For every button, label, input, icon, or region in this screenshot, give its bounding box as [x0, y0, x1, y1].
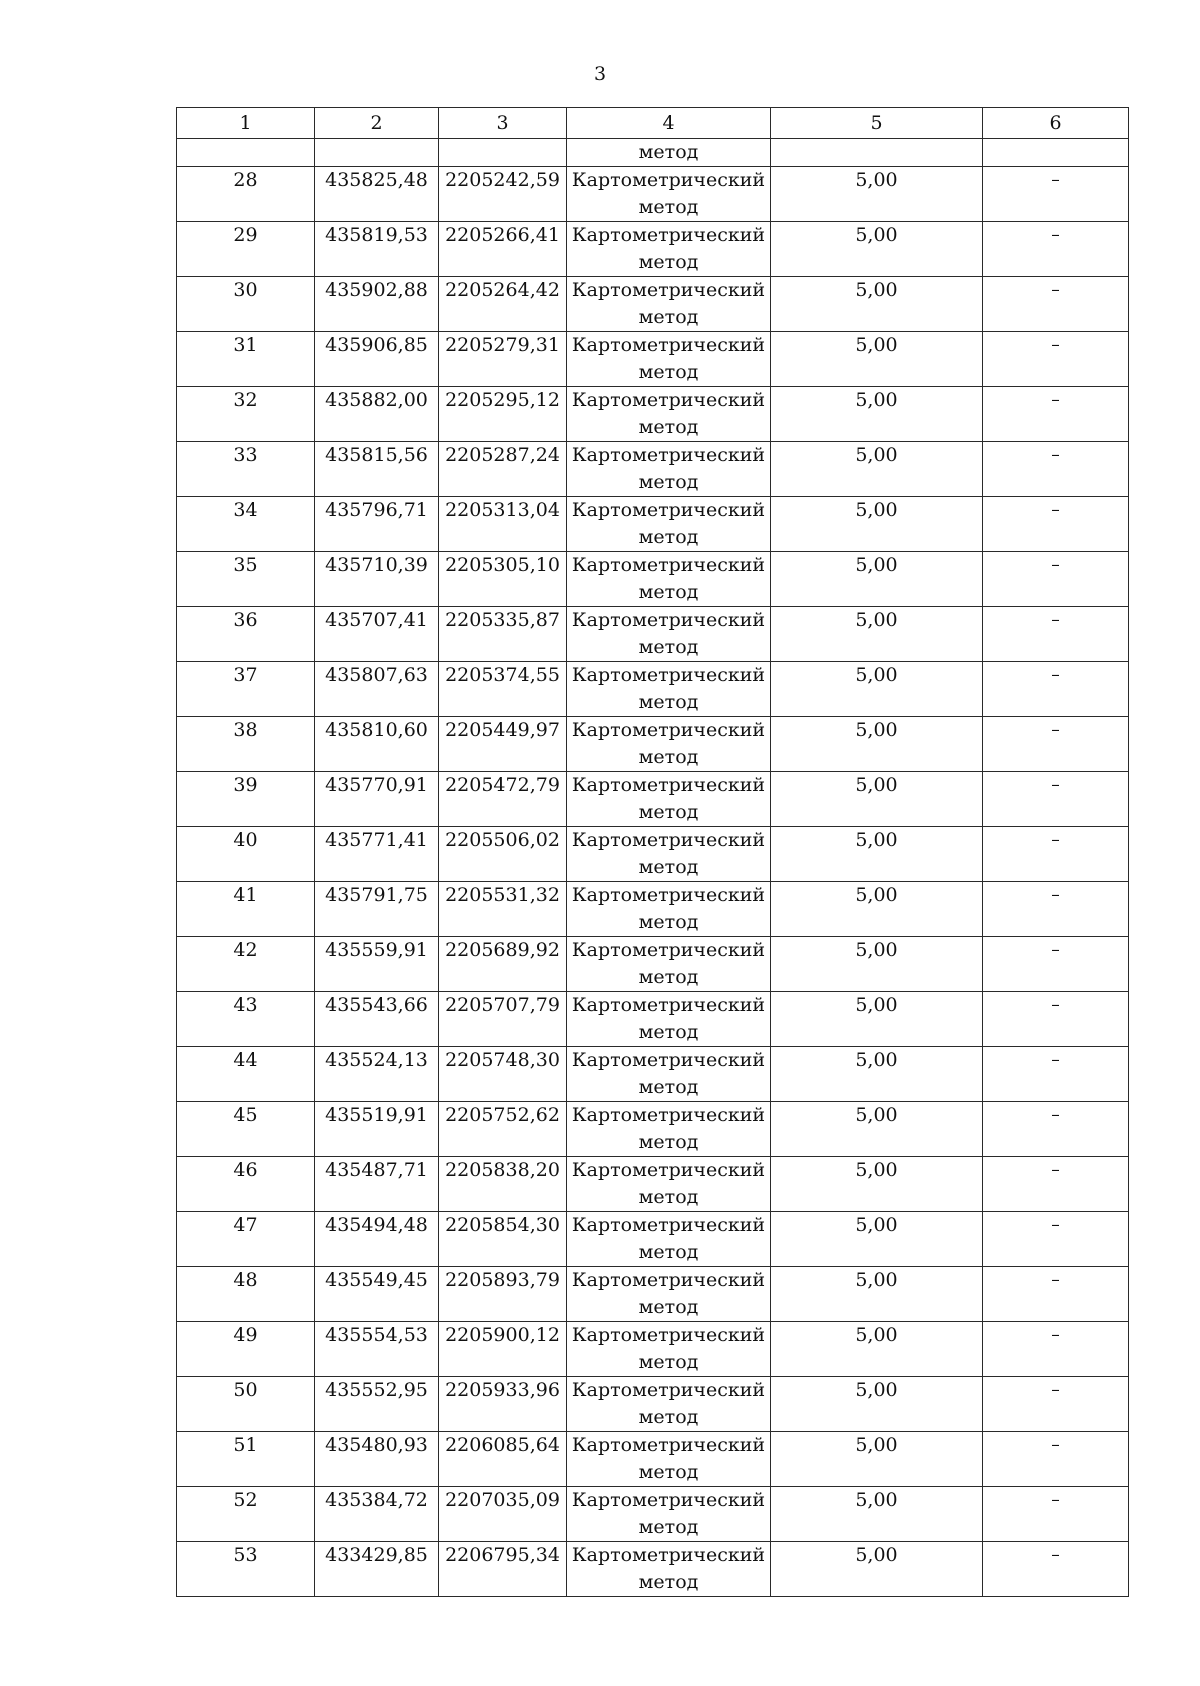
- method-cell: [567, 1377, 771, 1432]
- y-coordinate-cell: 2205933,96: [439, 1377, 567, 1432]
- method-line-2: метод: [638, 581, 699, 603]
- y-coordinate-cell: 2205707,79: [439, 992, 567, 1047]
- accuracy-cell: 5,00: [771, 717, 983, 772]
- method-line-2: метод: [638, 1516, 699, 1538]
- point-number-cell: 31: [177, 332, 315, 387]
- x-coordinate-cell: 435494,48: [315, 1212, 439, 1267]
- x-coordinate-cell: 435549,45: [315, 1267, 439, 1322]
- table-row: [177, 387, 1129, 442]
- table-row: [177, 552, 1129, 607]
- point-number-cell: 30: [177, 277, 315, 332]
- method-line-1: Картометрический: [571, 554, 766, 576]
- y-coordinate-cell: 2205266,41: [439, 222, 567, 277]
- method-line-2: метод: [638, 1351, 699, 1373]
- method-line-2: метод: [638, 471, 699, 493]
- table-row: [177, 222, 1129, 277]
- accuracy-cell: 5,00: [771, 442, 983, 497]
- x-coordinate-cell: 435543,66: [315, 992, 439, 1047]
- y-coordinate-cell: 2205531,32: [439, 882, 567, 937]
- method-line-2: метод: [638, 1076, 699, 1098]
- method-line-2: метод: [638, 801, 699, 823]
- note-cell: –: [983, 772, 1129, 827]
- method-line-1: Картометрический: [571, 279, 766, 301]
- method-line-2: метод: [638, 1571, 699, 1593]
- method-cell: [567, 1487, 771, 1542]
- point-number-cell: 42: [177, 937, 315, 992]
- header-col-1: 1: [177, 108, 315, 139]
- table-row: [177, 1542, 1129, 1597]
- method-line-1: Картометрический: [571, 719, 766, 741]
- note-cell: –: [983, 1542, 1129, 1597]
- method-line-1: Картометрический: [571, 939, 766, 961]
- table-row: [177, 332, 1129, 387]
- method-cell: [567, 497, 771, 552]
- note-cell: –: [983, 1432, 1129, 1487]
- table-row: [177, 442, 1129, 497]
- y-coordinate-cell: 2205838,20: [439, 1157, 567, 1212]
- note-cell: –: [983, 662, 1129, 717]
- x-coordinate-cell: 435707,41: [315, 607, 439, 662]
- note-cell: –: [983, 1102, 1129, 1157]
- y-coordinate-cell: 2206795,34: [439, 1542, 567, 1597]
- y-coordinate-cell: 2205313,04: [439, 497, 567, 552]
- method-line-2: метод: [638, 1296, 699, 1318]
- method-line-2: метод: [638, 416, 699, 438]
- point-number-cell: 46: [177, 1157, 315, 1212]
- x-coordinate-cell: 435552,95: [315, 1377, 439, 1432]
- method-cell: [567, 1102, 771, 1157]
- method-line-2: метод: [638, 1406, 699, 1428]
- x-coordinate-cell: 435819,53: [315, 222, 439, 277]
- y-coordinate-cell: 2206085,64: [439, 1432, 567, 1487]
- method-line-1: Картометрический: [571, 499, 766, 521]
- note-cell: –: [983, 1157, 1129, 1212]
- point-number-cell: 39: [177, 772, 315, 827]
- table-row: [177, 497, 1129, 552]
- method-line-2: метод: [638, 746, 699, 768]
- point-number-cell: 37: [177, 662, 315, 717]
- table-row: [177, 167, 1129, 222]
- point-number-cell: 50: [177, 1377, 315, 1432]
- accuracy-cell: 5,00: [771, 497, 983, 552]
- table-row: [177, 1377, 1129, 1432]
- method-cell: [567, 1267, 771, 1322]
- method-cell: [567, 222, 771, 277]
- method-line-2: метод: [638, 1461, 699, 1483]
- point-number-cell: 48: [177, 1267, 315, 1322]
- y-coordinate-cell: 2205335,87: [439, 607, 567, 662]
- accuracy-cell: 5,00: [771, 1267, 983, 1322]
- x-coordinate-cell: 435559,91: [315, 937, 439, 992]
- y-coordinate-cell: 2205752,62: [439, 1102, 567, 1157]
- note-cell: –: [983, 937, 1129, 992]
- method-cell: [567, 1322, 771, 1377]
- x-coordinate-cell: 435815,56: [315, 442, 439, 497]
- method-line-1: Картометрический: [571, 1379, 766, 1401]
- accuracy-cell: 5,00: [771, 827, 983, 882]
- method-line-1: Картометрический: [571, 1324, 766, 1346]
- point-number-cell: 28: [177, 167, 315, 222]
- point-number-cell: 44: [177, 1047, 315, 1102]
- table-row: [177, 1212, 1129, 1267]
- header-col-4: 4: [567, 108, 771, 139]
- method-line-2: метод: [638, 966, 699, 988]
- method-cell: [567, 937, 771, 992]
- method-line-2: метод: [638, 691, 699, 713]
- method-cell: [567, 1157, 771, 1212]
- x-coordinate-cell: 435902,88: [315, 277, 439, 332]
- x-coordinate-cell: 435796,71: [315, 497, 439, 552]
- point-number-cell: 36: [177, 607, 315, 662]
- x-coordinate-cell: 435480,93: [315, 1432, 439, 1487]
- note-cell: –: [983, 167, 1129, 222]
- method-line-1: Картометрический: [571, 1104, 766, 1126]
- point-number-cell: 33: [177, 442, 315, 497]
- table-row: [177, 1432, 1129, 1487]
- x-coordinate-cell: 435882,00: [315, 387, 439, 442]
- note-cell: –: [983, 992, 1129, 1047]
- y-coordinate-cell: 2205295,12: [439, 387, 567, 442]
- method-line-2: метод: [638, 196, 699, 218]
- x-coordinate-cell: 435906,85: [315, 332, 439, 387]
- x-coordinate-cell: 435710,39: [315, 552, 439, 607]
- table-row: [177, 717, 1129, 772]
- method-line-1: Картометрический: [571, 1544, 766, 1566]
- table-row: [177, 607, 1129, 662]
- accuracy-cell: 5,00: [771, 772, 983, 827]
- x-coordinate-cell: 435807,63: [315, 662, 439, 717]
- method-line-1: Картометрический: [571, 224, 766, 246]
- point-number-cell: 43: [177, 992, 315, 1047]
- note-cell: –: [983, 332, 1129, 387]
- method-line-1: Картометрический: [571, 1489, 766, 1511]
- point-number-cell: 38: [177, 717, 315, 772]
- y-coordinate-cell: 2207035,09: [439, 1487, 567, 1542]
- y-coordinate-cell: 2205854,30: [439, 1212, 567, 1267]
- table-row: [177, 1102, 1129, 1157]
- note-cell: –: [983, 827, 1129, 882]
- method-line-1: Картометрический: [571, 1434, 766, 1456]
- note-cell: –: [983, 882, 1129, 937]
- note-cell: –: [983, 717, 1129, 772]
- accuracy-cell: 5,00: [771, 277, 983, 332]
- method-line-2: метод: [638, 856, 699, 878]
- method-cell: [567, 1542, 771, 1597]
- method-line-2: метод: [638, 636, 699, 658]
- method-cell: [567, 277, 771, 332]
- x-coordinate-cell: 435554,53: [315, 1322, 439, 1377]
- x-coordinate-cell: 435770,91: [315, 772, 439, 827]
- point-number-cell: 49: [177, 1322, 315, 1377]
- accuracy-cell: 5,00: [771, 1432, 983, 1487]
- header-row: [177, 108, 1129, 139]
- note-cell: –: [983, 222, 1129, 277]
- method-line-1: Картометрический: [571, 994, 766, 1016]
- y-coordinate-cell: 2205305,10: [439, 552, 567, 607]
- y-coordinate-cell: 2205748,30: [439, 1047, 567, 1102]
- method-line-1: Картометрический: [571, 1269, 766, 1291]
- accuracy-cell: 5,00: [771, 167, 983, 222]
- point-number-cell: 29: [177, 222, 315, 277]
- point-number-cell: 51: [177, 1432, 315, 1487]
- method-line-2: метод: [638, 526, 699, 548]
- accuracy-cell: 5,00: [771, 1542, 983, 1597]
- method-cell: [567, 827, 771, 882]
- accuracy-cell: 5,00: [771, 332, 983, 387]
- method-cell: [567, 332, 771, 387]
- method-line-1: Картометрический: [571, 389, 766, 411]
- header-col-3: 3: [439, 108, 567, 139]
- method-cell: [567, 717, 771, 772]
- method-line-2: метод: [638, 1241, 699, 1263]
- header-col-2: 2: [315, 108, 439, 139]
- continuation-cell-6: [983, 139, 1129, 167]
- method-line-1: Картометрический: [571, 334, 766, 356]
- method-cell: [567, 882, 771, 937]
- method-cell: [567, 1432, 771, 1487]
- accuracy-cell: 5,00: [771, 552, 983, 607]
- point-number-cell: 47: [177, 1212, 315, 1267]
- note-cell: –: [983, 1487, 1129, 1542]
- y-coordinate-cell: 2205279,31: [439, 332, 567, 387]
- table-row: [177, 277, 1129, 332]
- accuracy-cell: 5,00: [771, 1322, 983, 1377]
- table-row: [177, 662, 1129, 717]
- method-cell: [567, 992, 771, 1047]
- table-row: [177, 772, 1129, 827]
- x-coordinate-cell: 435771,41: [315, 827, 439, 882]
- method-cell: [567, 387, 771, 442]
- coordinates-table: [176, 107, 1129, 1597]
- point-number-cell: 52: [177, 1487, 315, 1542]
- method-line-1: Картометрический: [571, 609, 766, 631]
- point-number-cell: 34: [177, 497, 315, 552]
- note-cell: –: [983, 277, 1129, 332]
- method-cell: [567, 1047, 771, 1102]
- x-coordinate-cell: 435810,60: [315, 717, 439, 772]
- method-line-2: метод: [638, 306, 699, 328]
- method-cell: [567, 607, 771, 662]
- continuation-method-cell: метод: [567, 139, 771, 167]
- accuracy-cell: 5,00: [771, 607, 983, 662]
- method-line-2: метод: [638, 361, 699, 383]
- table-row: [177, 1047, 1129, 1102]
- page-number: 3: [593, 63, 607, 85]
- table-body: [177, 108, 1129, 1597]
- y-coordinate-cell: 2205893,79: [439, 1267, 567, 1322]
- note-cell: –: [983, 387, 1129, 442]
- accuracy-cell: 5,00: [771, 1157, 983, 1212]
- accuracy-cell: 5,00: [771, 1102, 983, 1157]
- method-line-1: Картометрический: [571, 884, 766, 906]
- table-row: [177, 827, 1129, 882]
- y-coordinate-cell: 2205287,24: [439, 442, 567, 497]
- accuracy-cell: 5,00: [771, 387, 983, 442]
- note-cell: –: [983, 1047, 1129, 1102]
- note-cell: –: [983, 1267, 1129, 1322]
- note-cell: –: [983, 1322, 1129, 1377]
- accuracy-cell: 5,00: [771, 1377, 983, 1432]
- table-row: [177, 1157, 1129, 1212]
- table-row: [177, 1267, 1129, 1322]
- y-coordinate-cell: 2205472,79: [439, 772, 567, 827]
- note-cell: –: [983, 552, 1129, 607]
- x-coordinate-cell: 435825,48: [315, 167, 439, 222]
- method-cell: [567, 1212, 771, 1267]
- table-row: [177, 882, 1129, 937]
- accuracy-cell: 5,00: [771, 222, 983, 277]
- method-line-2: метод: [638, 911, 699, 933]
- point-number-cell: 40: [177, 827, 315, 882]
- method-line-1: Картометрический: [571, 829, 766, 851]
- method-line-1: Картометрический: [571, 774, 766, 796]
- table-row: [177, 992, 1129, 1047]
- note-cell: –: [983, 442, 1129, 497]
- continuation-row: [177, 139, 1129, 167]
- x-coordinate-cell: 435791,75: [315, 882, 439, 937]
- method-cell: [567, 442, 771, 497]
- method-cell: [567, 167, 771, 222]
- point-number-cell: 32: [177, 387, 315, 442]
- y-coordinate-cell: 2205900,12: [439, 1322, 567, 1377]
- method-line-1: Картометрический: [571, 444, 766, 466]
- table-row: [177, 1487, 1129, 1542]
- x-coordinate-cell: 433429,85: [315, 1542, 439, 1597]
- method-line-2: метод: [638, 251, 699, 273]
- y-coordinate-cell: 2205689,92: [439, 937, 567, 992]
- continuation-cell-1: [177, 139, 315, 167]
- point-number-cell: 45: [177, 1102, 315, 1157]
- table-row: [177, 1322, 1129, 1377]
- x-coordinate-cell: 435487,71: [315, 1157, 439, 1212]
- method-line-2: метод: [638, 1131, 699, 1153]
- continuation-cell-3: [439, 139, 567, 167]
- continuation-cell-5: [771, 139, 983, 167]
- x-coordinate-cell: 435384,72: [315, 1487, 439, 1542]
- accuracy-cell: 5,00: [771, 882, 983, 937]
- y-coordinate-cell: 2205449,97: [439, 717, 567, 772]
- accuracy-cell: 5,00: [771, 992, 983, 1047]
- method-line-2: метод: [638, 1021, 699, 1043]
- method-line-1: Картометрический: [571, 1159, 766, 1181]
- x-coordinate-cell: 435519,91: [315, 1102, 439, 1157]
- accuracy-cell: 5,00: [771, 1047, 983, 1102]
- method-line-1: Картометрический: [571, 1049, 766, 1071]
- method-cell: [567, 552, 771, 607]
- point-number-cell: 35: [177, 552, 315, 607]
- method-line-1: Картометрический: [571, 1214, 766, 1236]
- accuracy-cell: 5,00: [771, 937, 983, 992]
- note-cell: –: [983, 1377, 1129, 1432]
- accuracy-cell: 5,00: [771, 1212, 983, 1267]
- table-row: [177, 937, 1129, 992]
- note-cell: –: [983, 1212, 1129, 1267]
- method-line-1: Картометрический: [571, 664, 766, 686]
- x-coordinate-cell: 435524,13: [315, 1047, 439, 1102]
- accuracy-cell: 5,00: [771, 1487, 983, 1542]
- accuracy-cell: 5,00: [771, 662, 983, 717]
- point-number-cell: 53: [177, 1542, 315, 1597]
- y-coordinate-cell: 2205374,55: [439, 662, 567, 717]
- method-cell: [567, 662, 771, 717]
- continuation-cell-2: [315, 139, 439, 167]
- method-line-1: Картометрический: [571, 169, 766, 191]
- y-coordinate-cell: 2205242,59: [439, 167, 567, 222]
- method-cell: [567, 772, 771, 827]
- y-coordinate-cell: 2205264,42: [439, 277, 567, 332]
- header-col-5: 5: [771, 108, 983, 139]
- y-coordinate-cell: 2205506,02: [439, 827, 567, 882]
- note-cell: –: [983, 497, 1129, 552]
- point-number-cell: 41: [177, 882, 315, 937]
- note-cell: –: [983, 607, 1129, 662]
- method-line-2: метод: [638, 1186, 699, 1208]
- header-col-6: 6: [983, 108, 1129, 139]
